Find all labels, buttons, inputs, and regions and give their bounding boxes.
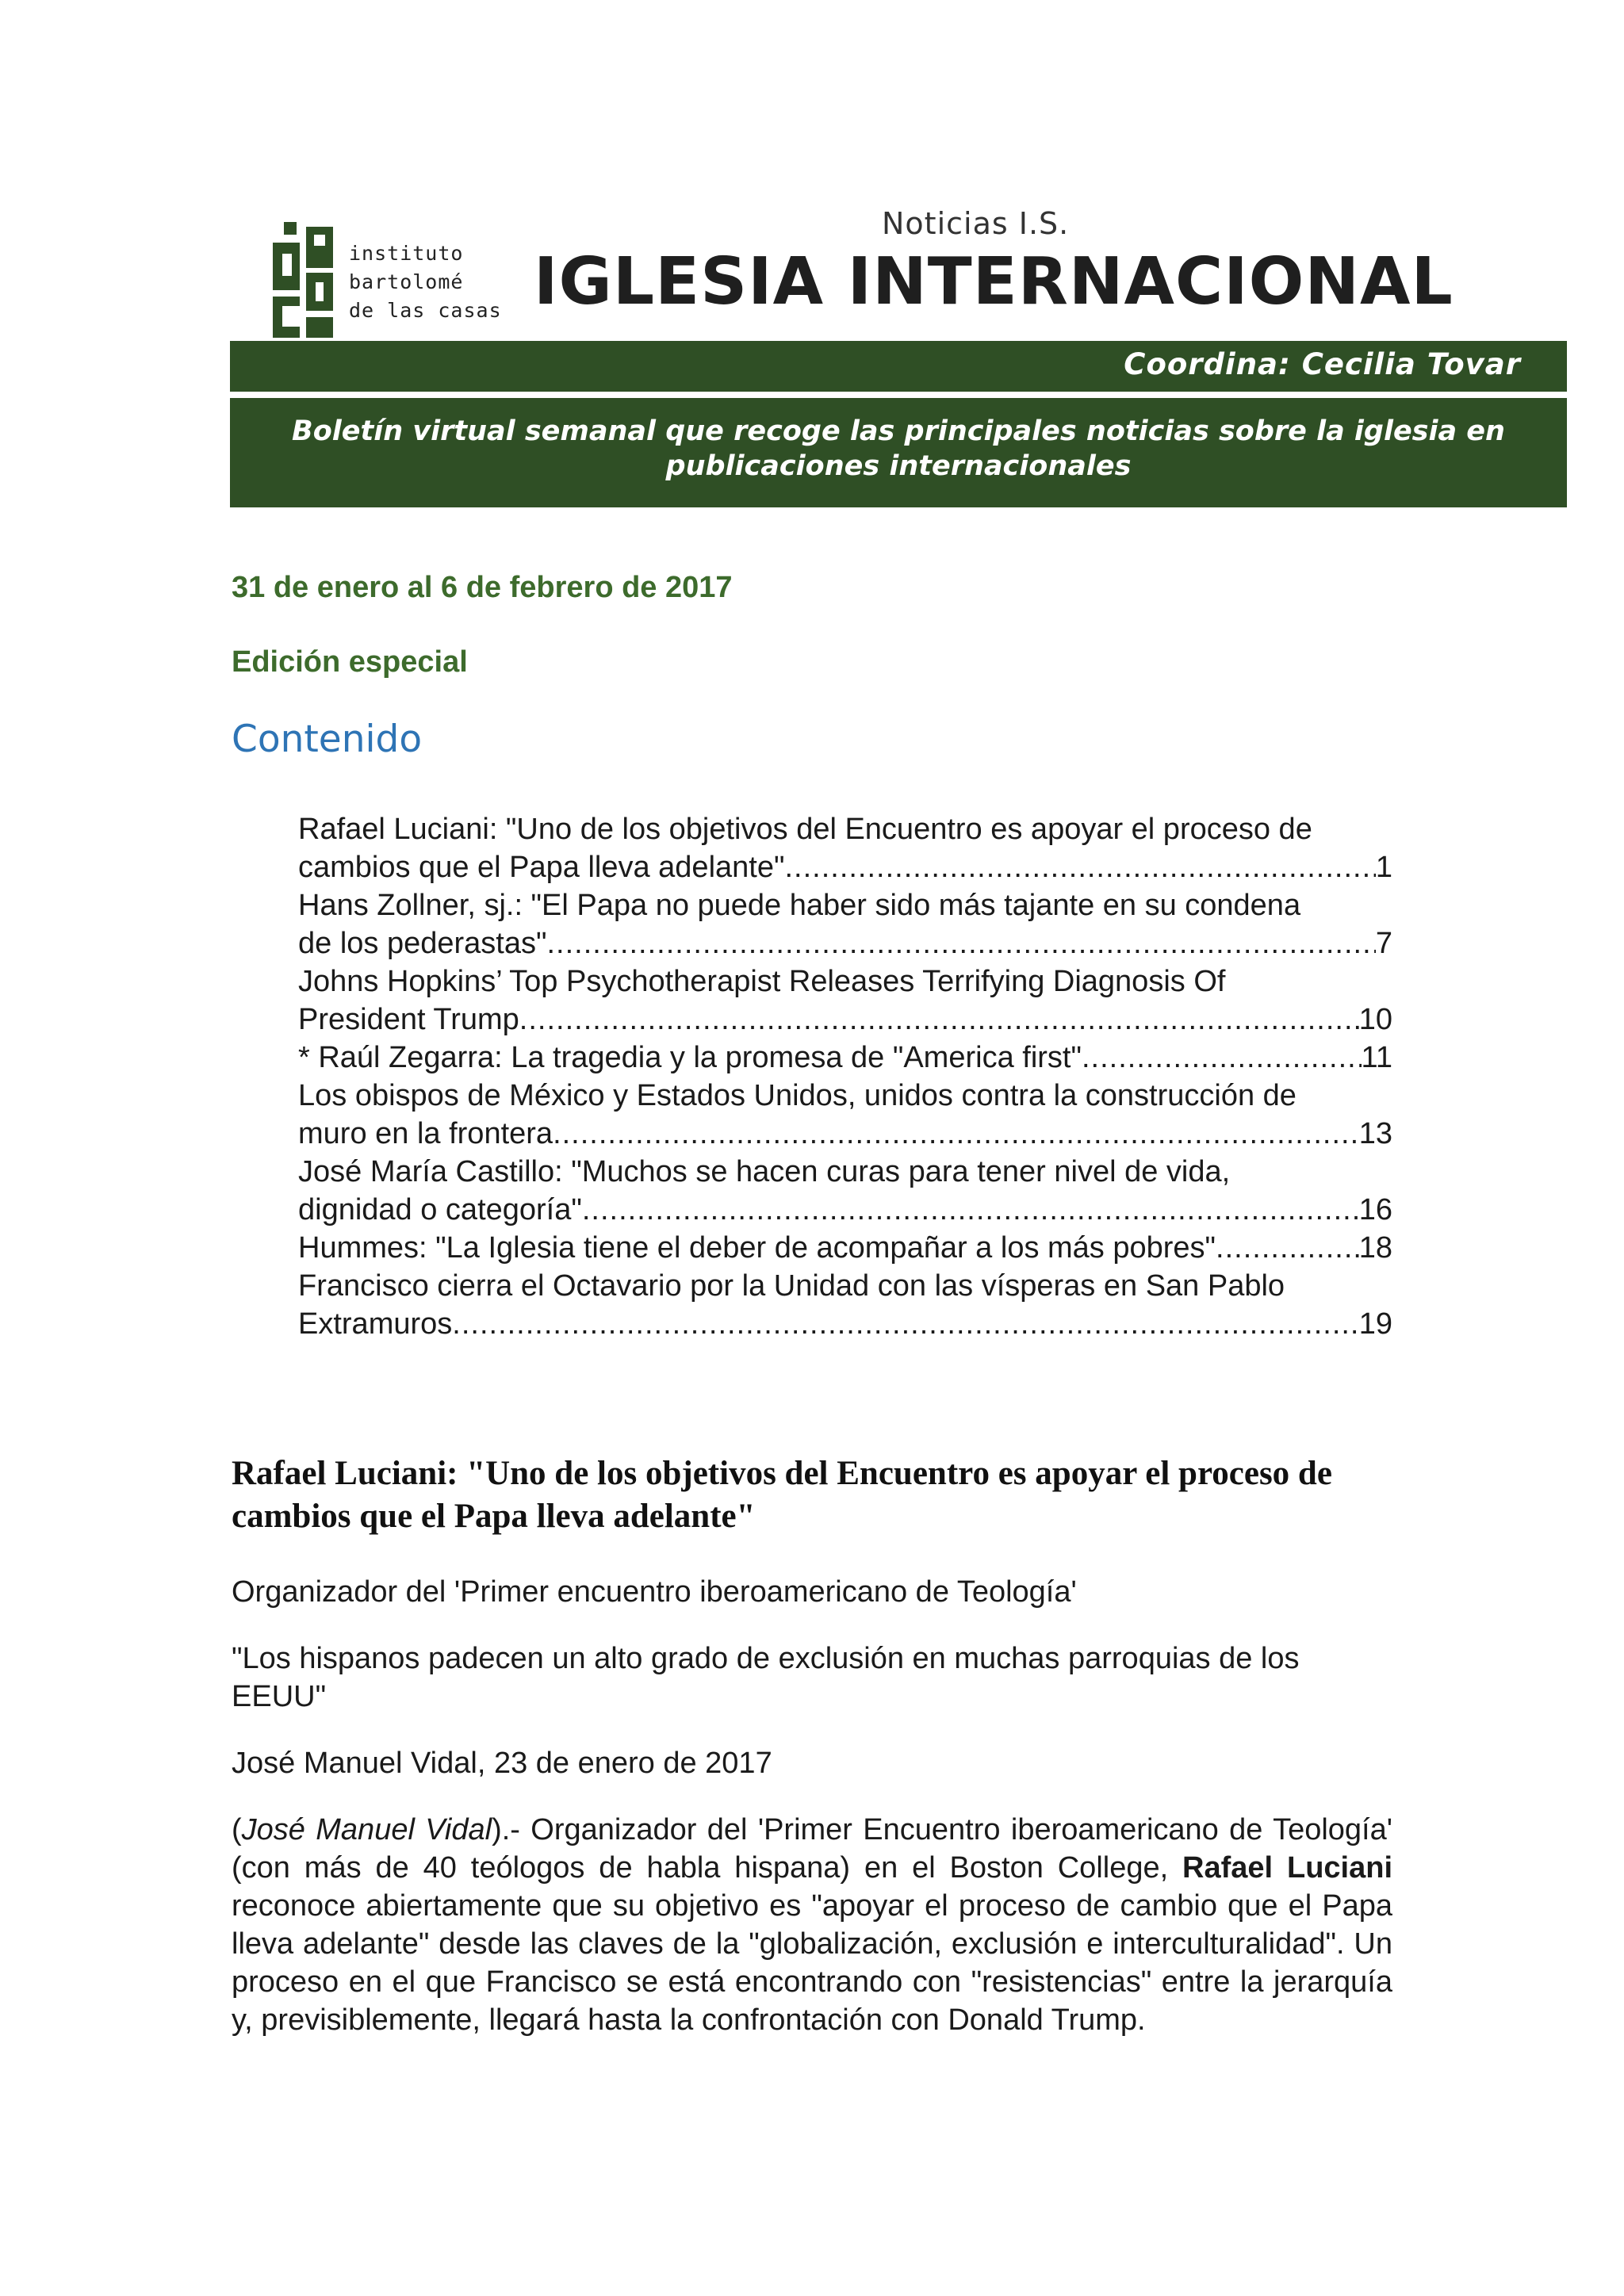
header-kicker: Noticias I.S. xyxy=(882,206,1070,241)
toc-page-number[interactable]: 13 xyxy=(1358,1117,1392,1150)
logo-line-2: bartolomé xyxy=(349,270,464,293)
body-text: reconoce abiertamente que su objetivo es "apoyar el proceso de cambio que el Papa lleva adelante" desde las claves de la "globalización, exclusión e interculturalidad". Un proceso en el que Francisco se está encontrando con "resistencias" entre la jerarquía y, previsiblemente, llegará hasta la confrontación con Donald Trump. xyxy=(232,1889,1392,2037)
toc-leader-dots xyxy=(553,1115,1359,1153)
toc-leader-dots xyxy=(519,1001,1359,1039)
toc-page-number[interactable]: 7 xyxy=(1375,927,1392,960)
article-subtitle: "Los hispanos padecen un alto grado de exclusión en muchas parroquias de los EEUU" xyxy=(232,1642,1300,1713)
toc-entry-lead[interactable]: Los obispos de México y Estados Unidos, unidos contra la construcción de xyxy=(298,1079,1297,1112)
toc-page-number[interactable]: 19 xyxy=(1358,1307,1392,1341)
toc-entry-lead[interactable]: Hans Zollner, sj.: "El Papa no puede haber sido más tajante en su condena xyxy=(298,889,1301,922)
toc-item[interactable] xyxy=(298,1229,1392,1267)
toc-page-number[interactable]: 18 xyxy=(1358,1231,1392,1265)
body-text: ).- Organizador del 'Primer Encuentro iberoamericano de Teología' (con más de 40 teólogos de habla hispana) en el Boston College, xyxy=(232,1813,1392,1885)
toc-entry-line[interactable] xyxy=(298,848,1392,886)
body-open-paren: ( xyxy=(232,1813,242,1846)
contents-heading: Contenido xyxy=(232,718,423,761)
toc-leader-dots xyxy=(582,1191,1359,1229)
body-name: Rafael Luciani xyxy=(1182,1851,1392,1885)
toc-item[interactable] xyxy=(298,886,1392,962)
toc-entry-lead[interactable]: Rafael Luciani: "Uno de los objetivos del Encuentro es apoyar el proceso de xyxy=(298,813,1312,846)
toc-entry-line[interactable] xyxy=(298,1115,1392,1153)
newsletter-title: IGLESIA INTERNACIONAL xyxy=(534,244,1454,320)
toc-entry-line[interactable] xyxy=(298,1001,1392,1039)
toc-leader-dots xyxy=(546,924,1375,962)
toc-entry-line[interactable] xyxy=(298,1191,1392,1229)
date-range: 31 de enero al 6 de febrero de 2017 xyxy=(232,571,733,604)
toc-item[interactable] xyxy=(298,1267,1392,1343)
logo-line-3: de las casas xyxy=(349,299,502,322)
toc-entry-tail[interactable]: cambios que el Papa lleva adelante" xyxy=(298,851,785,884)
logo-wordmark xyxy=(349,239,502,325)
toc-entry-line[interactable] xyxy=(298,1305,1392,1343)
article-subtitle: Organizador del 'Primer encuentro iberoamericano de Teología' xyxy=(232,1575,1077,1609)
article xyxy=(232,1452,1392,2039)
article-byline: José Manuel Vidal, 23 de enero de 2017 xyxy=(232,1747,772,1780)
toc-page-number[interactable]: 16 xyxy=(1358,1193,1392,1226)
table-of-contents xyxy=(298,810,1392,1343)
coordinator-label: Coordina: Cecilia Tovar xyxy=(1124,347,1521,381)
coordinator-band xyxy=(230,341,1567,392)
toc-entry-line[interactable] xyxy=(298,1039,1392,1077)
tagline-band xyxy=(230,398,1567,507)
institute-logo xyxy=(270,222,508,341)
toc-entry-tail[interactable]: Extramuros xyxy=(298,1307,453,1341)
toc-entry-tail[interactable]: President Trump xyxy=(298,1003,519,1036)
toc-page-number[interactable]: 11 xyxy=(1361,1041,1392,1074)
toc-entry-lead[interactable]: José María Castillo: "Muchos se hacen curas para tener nivel de vida, xyxy=(298,1155,1231,1188)
toc-entry-lead[interactable]: Johns Hopkins’ Top Psychotherapist Releases Terrifying Diagnosis Of xyxy=(298,965,1226,998)
toc-entry-line[interactable] xyxy=(298,924,1392,962)
toc-leader-dots xyxy=(1082,1039,1362,1077)
toc-entry-line[interactable] xyxy=(298,1229,1392,1267)
edition-label: Edición especial xyxy=(232,645,468,679)
toc-leader-dots xyxy=(452,1305,1358,1343)
article-title: Rafael Luciani: "Uno de los objetivos del Encuentro es apoyar el proceso de cambios que el Papa lleva adelante" xyxy=(232,1455,1332,1535)
tagline-text: Boletín virtual semanal que recoge las principales noticias sobre la iglesia en publicaciones internacionales xyxy=(292,415,1505,482)
toc-leader-dots xyxy=(784,848,1375,886)
logo-line-1: instituto xyxy=(349,242,464,265)
toc-leader-dots xyxy=(1216,1229,1359,1267)
toc-entry-tail[interactable]: Hummes: "La Iglesia tiene el deber de acompañar a los más pobres" xyxy=(298,1231,1216,1265)
toc-entry-lead[interactable]: Francisco cierra el Octavario por la Unidad con las vísperas en San Pablo xyxy=(298,1269,1285,1303)
toc-entry-tail[interactable]: de los pederastas" xyxy=(298,927,547,960)
article-body-paragraph xyxy=(232,1811,1392,2039)
toc-page-number[interactable]: 1 xyxy=(1375,851,1392,884)
toc-item[interactable] xyxy=(298,962,1392,1039)
toc-item[interactable] xyxy=(298,1153,1392,1229)
body-author: José Manuel Vidal xyxy=(241,1813,492,1846)
toc-entry-tail[interactable]: * Raúl Zegarra: La tragedia y la promesa de "America first" xyxy=(298,1041,1082,1074)
toc-entry-tail[interactable]: muro en la frontera xyxy=(298,1117,553,1150)
toc-item[interactable] xyxy=(298,1039,1392,1077)
toc-item[interactable] xyxy=(298,810,1392,886)
toc-entry-tail[interactable]: dignidad o categoría" xyxy=(298,1193,582,1226)
toc-item[interactable] xyxy=(298,1077,1392,1153)
ibc-logo-icon xyxy=(270,222,341,341)
toc-page-number[interactable]: 10 xyxy=(1358,1003,1392,1036)
